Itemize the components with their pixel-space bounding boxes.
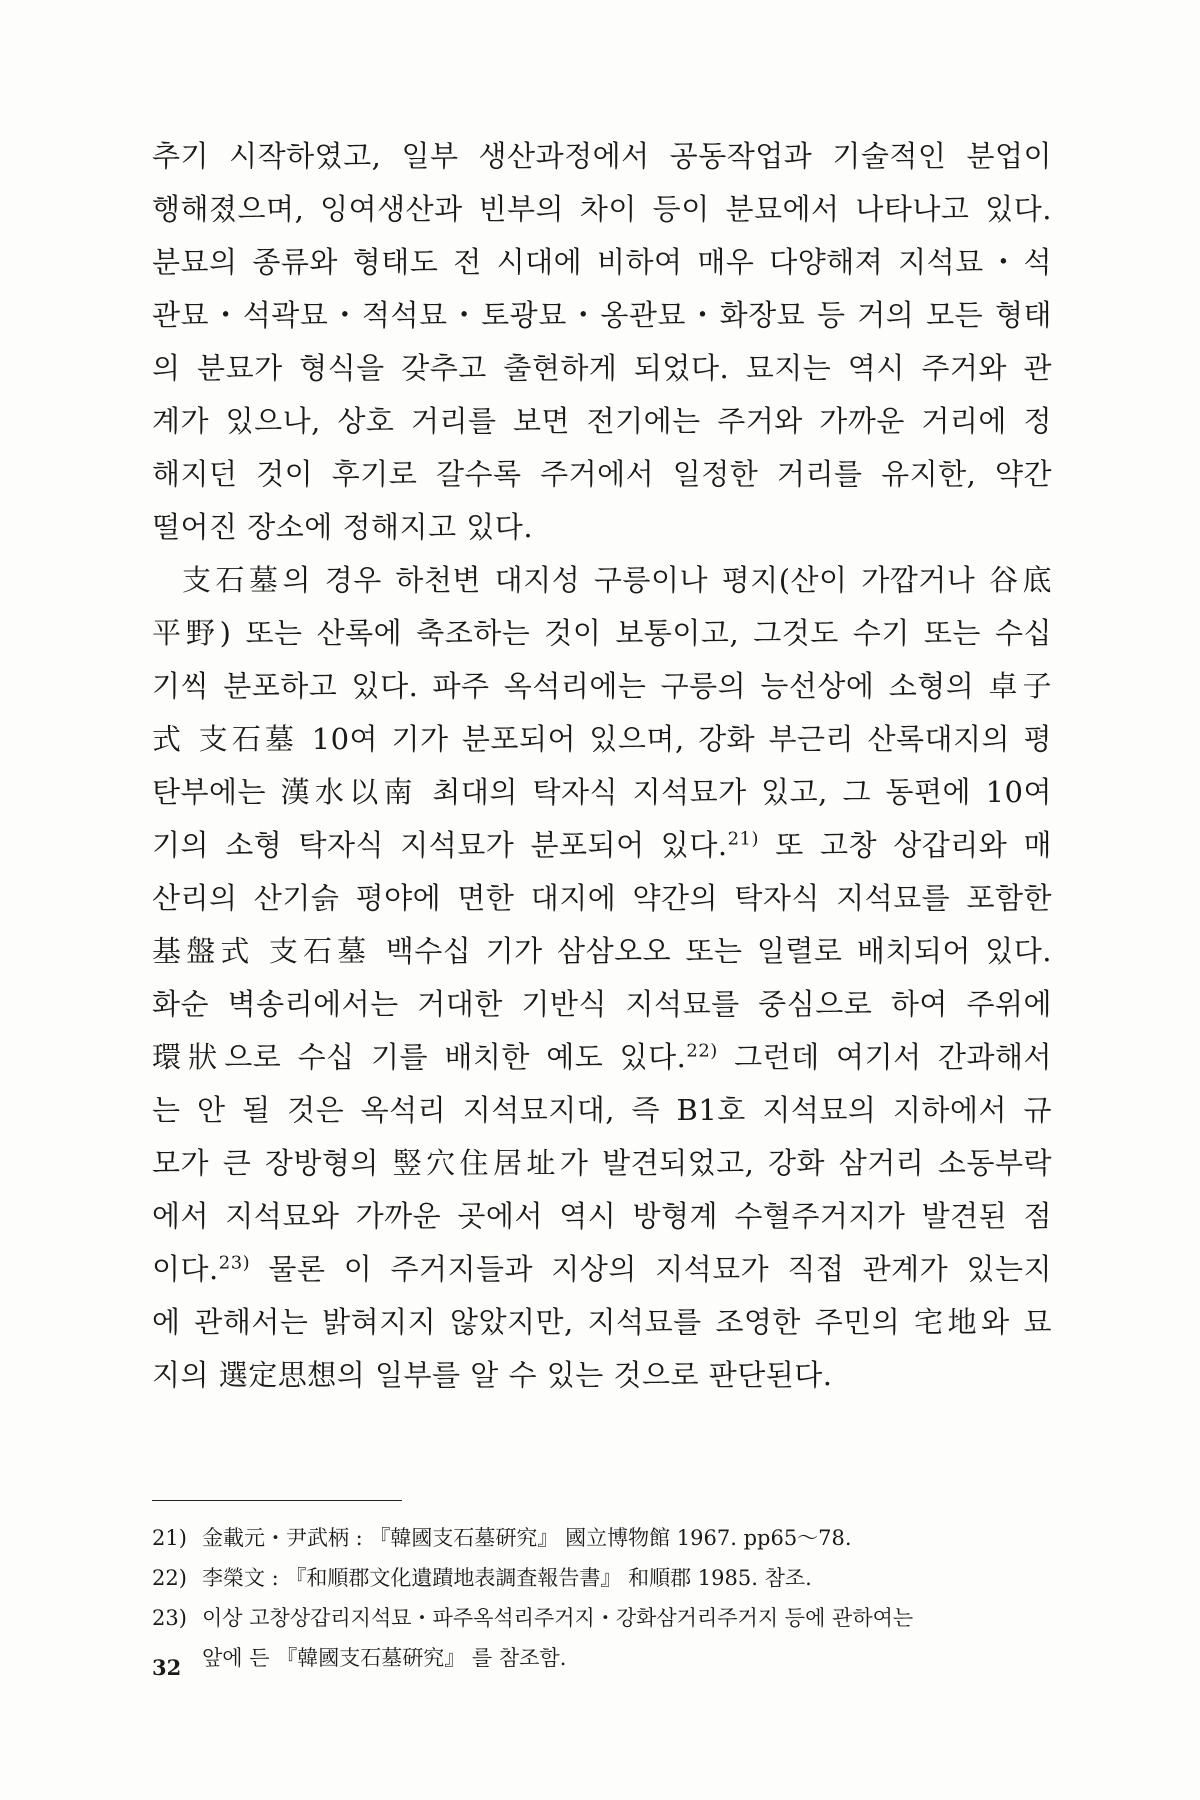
line-text: 행해졌으며, 잉여생산과 빈부의 차이 등이 분묘에서 나타나고 있다.	[152, 192, 1052, 226]
line-text: 平野) 또는 산록에 축조하는 것이 보통이고, 그것도 수기 또는 수십	[152, 616, 1052, 650]
text-line	[152, 1084, 1052, 1137]
footnote-text	[202, 1558, 1052, 1598]
footnote	[152, 1518, 1052, 1558]
line-text: 화순 벽송리에서는 거대한 기반식 지석묘를 중심으로 하여 주위에	[152, 987, 1052, 1021]
line-text: 環狀으로 수십 기를 배치한 예도 있다.	[152, 1040, 687, 1074]
line-text: 계가 있으나, 상호 거리를 보면 전기에는 주거와 가까운 거리에 정	[152, 404, 1052, 438]
line-text-after: 또 고창 상갑리와 매	[759, 828, 1052, 862]
footnote-line: 李榮文 : 『和順郡文化遺蹟地表調査報告書』 和順郡 1985. 참조.	[202, 1566, 812, 1590]
line-text: 지의 選定思想의 일부를 알 수 있는 것으로 판단된다.	[152, 1358, 833, 1392]
line-text-after: 물론 이 주거지들과 지상의 지석묘가 직접 관계가 있는지	[250, 1252, 1052, 1286]
line-text: 추기 시작하였고, 일부 생산과정에서 공동작업과 기술적인 분업이	[152, 139, 1052, 173]
footnote-line: 앞에 든 『韓國支石墓硏究』 를 참조함.	[202, 1646, 567, 1670]
text-line	[152, 236, 1052, 289]
text-line	[152, 660, 1052, 713]
text-line	[152, 713, 1052, 766]
footnote-line: 이상 고창상갑리지석묘・파주옥석리주거지・강화삼거리주거지 등에 관하여는	[202, 1606, 914, 1630]
text-line	[152, 130, 1052, 183]
line-text: 式 支石墓 10여 기가 분포되어 있으며, 강화 부근리 산록대지의 평	[152, 722, 1052, 756]
footnote-divider	[152, 1500, 402, 1501]
text-line	[152, 1137, 1052, 1190]
text-line	[152, 925, 1052, 978]
footnote-number: 21)	[152, 1526, 187, 1550]
line-text: 떨어진 장소에 정해지고 있다.	[152, 510, 534, 544]
footnote-text	[202, 1598, 1052, 1678]
text-line	[152, 607, 1052, 660]
footnote	[152, 1558, 1052, 1598]
line-text: 이다.	[152, 1252, 219, 1286]
text-line	[152, 501, 1052, 554]
text-line	[152, 554, 1052, 607]
line-text: 기씩 분포하고 있다. 파주 옥석리에는 구릉의 능선상에 소형의 卓子	[152, 669, 1052, 703]
text-line	[152, 872, 1052, 925]
footnote-line: 金載元・尹武柄 : 『韓國支石墓硏究』 國立博物館 1967. pp65～78.	[202, 1526, 852, 1550]
line-text: 산리의 산기슭 평야에 면한 대지에 약간의 탁자식 지석묘를 포함한	[152, 881, 1052, 915]
line-text: 의 분묘가 형식을 갖추고 출현하게 되었다. 묘지는 역시 주거와 관	[152, 351, 1052, 385]
text-line	[152, 1243, 1052, 1296]
text-line	[152, 766, 1052, 819]
text-line	[152, 819, 1052, 872]
line-text: 분묘의 종류와 형태도 전 시대에 비하여 매우 다양해져 지석묘・석	[152, 245, 1052, 279]
text-line	[152, 978, 1052, 1031]
line-text: 에서 지석묘와 가까운 곳에서 역시 방형계 수혈주거지가 발견된 점	[152, 1199, 1052, 1233]
page-number: 32	[152, 1655, 182, 1680]
footnote-ref: 22)	[686, 1040, 718, 1062]
paragraph	[152, 554, 1052, 1402]
line-text: 탄부에는 漢水以南 최대의 탁자식 지석묘가 있고, 그 동편에 10여	[152, 775, 1052, 809]
footnotes	[152, 1518, 1052, 1678]
footnote	[152, 1598, 1052, 1678]
line-text-after: 그런데 여기서 간과해서	[717, 1040, 1053, 1074]
text-line	[152, 1031, 1052, 1084]
line-text: 관묘・석곽묘・적석묘・토광묘・옹관묘・화장묘 등 거의 모든 형태	[152, 298, 1052, 332]
footnote-number: 22)	[152, 1566, 187, 1590]
text-line	[152, 183, 1052, 236]
line-text: 해지던 것이 후기로 갈수록 주거에서 일정한 거리를 유지한, 약간	[152, 457, 1052, 491]
body-text	[152, 130, 1052, 1402]
line-text: 기의 소형 탁자식 지석묘가 분포되어 있다.	[152, 828, 728, 862]
line-text: 모가 큰 장방형의 竪穴住居址가 발견되었고, 강화 삼거리 소동부락	[152, 1146, 1052, 1180]
footnote-ref: 21)	[727, 828, 759, 850]
line-text: 基盤式 支石墓 백수십 기가 삼삼오오 또는 일렬로 배치되어 있다.	[152, 934, 1052, 968]
footnote-ref: 23)	[218, 1252, 251, 1274]
footnote-number: 23)	[152, 1606, 187, 1630]
paragraph	[152, 130, 1052, 554]
text-line	[152, 289, 1052, 342]
line-text: 에 관해서는 밝혀지지 않았지만, 지석묘를 조영한 주민의 宅地와 묘	[152, 1305, 1052, 1339]
line-text: 支石墓의 경우 하천변 대지성 구릉이나 평지(산이 가깝거나 谷底	[182, 563, 1052, 597]
text-line	[152, 395, 1052, 448]
text-line	[152, 448, 1052, 501]
line-text: 는 안 될 것은 옥석리 지석묘지대, 즉 B1호 지석묘의 지하에서 규	[152, 1093, 1052, 1127]
text-line	[152, 1296, 1052, 1349]
text-line	[152, 1190, 1052, 1243]
text-line	[152, 1349, 1052, 1402]
text-line	[152, 342, 1052, 395]
footnote-text	[202, 1518, 1052, 1558]
